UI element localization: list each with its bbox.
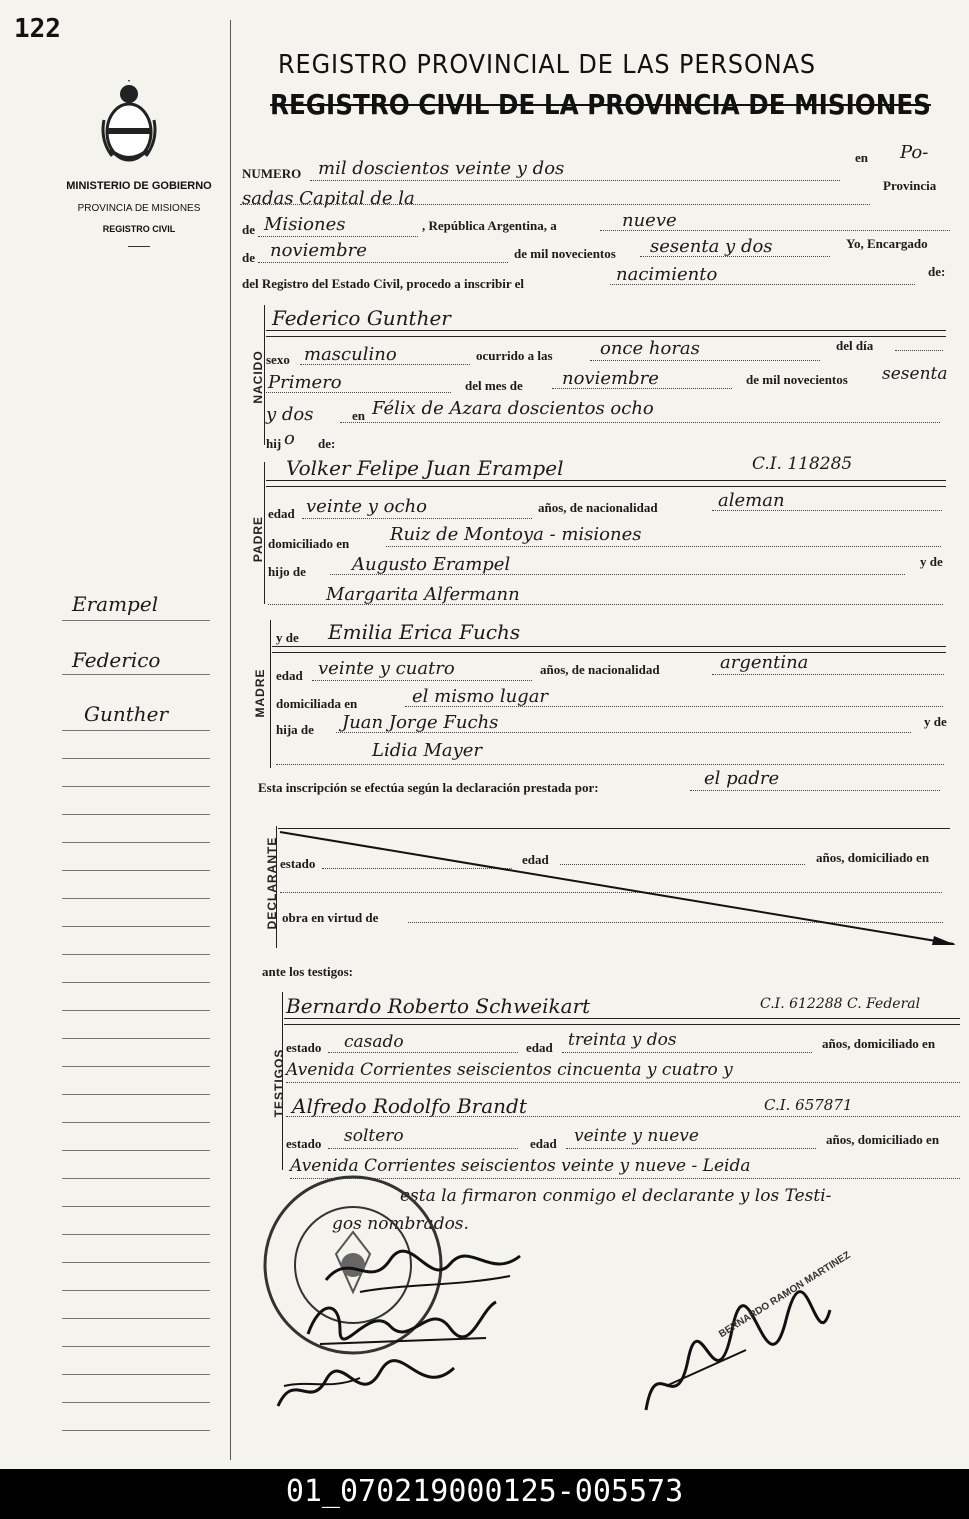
value-nombre: Federico Gunther	[272, 306, 451, 330]
label-madre-hija-de: hija de	[276, 722, 314, 737]
label-de-mil-novecientos: de mil novecientos	[746, 372, 848, 387]
label-de-end: de:	[928, 264, 946, 279]
value-anio-2b: y dos	[266, 404, 314, 425]
value-hijo-suffix: o	[284, 428, 295, 449]
label-testigo1-edad: edad	[526, 1040, 553, 1055]
label-testigo2-estado: estado	[286, 1136, 322, 1151]
header-title-1: REGISTRO PROVINCIAL DE LAS PERSONAS	[278, 50, 816, 80]
value-mes: noviembre	[270, 240, 367, 261]
value-numero: mil doscientos veinte y dos	[318, 158, 565, 179]
signature-schweikart	[300, 1290, 500, 1350]
value-provincia: Misiones	[264, 214, 346, 235]
label-declarante-estado: estado	[280, 856, 316, 871]
label-testigo1-estado: estado	[286, 1040, 322, 1055]
label-testigos: TESTIGOS	[272, 1048, 286, 1118]
value-cierre-1: esta la firmaron conmigo el declarante y los Testi-	[400, 1186, 832, 1206]
value-testigo2-dom: Avenida Corrientes seiscientos veinte y nueve - Leida	[290, 1156, 751, 1176]
label-padre-edad: edad	[268, 506, 295, 521]
value-madre-hija-de-2: Lidia Mayer	[372, 740, 483, 761]
label-madre-y-de-2: y de	[924, 714, 947, 729]
ministry-registry: REGISTRO CIVIL	[102, 224, 176, 234]
value-testigo2-ci: C.I. 657871	[764, 1096, 853, 1114]
label-provincia: Provincia	[883, 178, 937, 193]
value-padre-edad: veinte y ocho	[306, 496, 428, 517]
label-republica: , República Argentina, a	[422, 218, 557, 233]
margin-note-2: Federico	[72, 648, 161, 672]
value-lugar: Félix de Azara doscientos ocho	[372, 398, 654, 419]
value-testigo1-ci: C.I. 612288 C. Federal	[760, 996, 921, 1012]
label-madre-nacionalidad: años, de nacionalidad	[540, 662, 660, 677]
value-ciudad: sadas Capital de la	[242, 188, 415, 209]
value-testigo2-nombre: Alfredo Rodolfo Brandt	[292, 1094, 527, 1118]
label-yo-encargado: Yo, Encargado	[846, 236, 928, 251]
value-hora: once horas	[600, 338, 700, 359]
signature-brandt	[270, 1350, 460, 1420]
page-number: 122	[14, 14, 61, 44]
label-padre: PADRE	[251, 515, 265, 563]
value-madre-nombre: Emilia Erica Fuchs	[328, 620, 521, 644]
value-madre-nac: argentina	[720, 652, 809, 673]
label-sexo: sexo	[266, 352, 290, 367]
label-inscripcion: Esta inscripción se efectúa según la declaración prestada por:	[258, 780, 599, 795]
margin-divider	[230, 20, 231, 1460]
label-en: en	[855, 150, 868, 165]
value-dia-mes: Primero	[268, 372, 342, 393]
value-padre-dom: Ruiz de Montoya - misiones	[390, 524, 642, 545]
label-mil-novecientos: de mil novecientos	[514, 246, 616, 261]
value-sexo: masculino	[304, 344, 397, 365]
value-dia: nueve	[622, 210, 677, 231]
value-mes-2: noviembre	[562, 368, 659, 389]
value-testigo1-edad: treinta y dos	[568, 1030, 677, 1050]
label-del-mes: del mes de	[465, 378, 523, 393]
label-nacido: NACIDO	[251, 350, 265, 404]
label-del-dia: del día	[836, 338, 874, 353]
value-madre-hija-de: Juan Jorge Fuchs	[342, 712, 499, 733]
margin-note-1: Erampel	[72, 592, 159, 616]
label-padre-y-de: y de	[920, 554, 943, 569]
label-padre-nacionalidad: años, de nacionalidad	[538, 500, 658, 515]
value-cierre-2: gos nombrados.	[332, 1214, 469, 1234]
value-madre-dom: el mismo lugar	[412, 686, 549, 707]
value-padre-ci: C.I. 118285	[752, 454, 853, 474]
label-en-2: en	[352, 408, 365, 423]
value-padre-hijo-de-2: Margarita Alfermann	[326, 584, 520, 605]
label-hij: hij	[266, 436, 282, 451]
label-testigo2-edad: edad	[530, 1136, 557, 1151]
label-madre-y-de: y de	[276, 630, 299, 645]
signature-officer	[636, 1290, 836, 1430]
label-madre-domicilio: domiciliada en	[276, 696, 358, 711]
value-anio-2: sesenta	[882, 364, 948, 384]
label-de-2: de	[242, 250, 255, 265]
value-en: Po-	[900, 142, 929, 163]
value-testigo2-estado: soltero	[344, 1126, 404, 1146]
label-madre: MADRE	[253, 668, 267, 718]
value-anio: sesenta y dos	[650, 236, 773, 257]
ministry-title: MINISTERIO DE GOBIERNO	[66, 180, 212, 192]
label-declarante-domicilio: años, domiciliado en	[816, 850, 930, 865]
margin-note-3: Gunther	[84, 702, 169, 726]
label-madre-edad: edad	[276, 668, 303, 683]
value-testigo1-estado: casado	[344, 1032, 404, 1052]
label-numero: NUMERO	[242, 166, 302, 181]
label-declarante: DECLARANTE	[265, 836, 279, 930]
value-acto: nacimiento	[616, 264, 718, 285]
ministry-province: PROVINCIA DE MISIONES	[77, 203, 201, 214]
value-testigo1-dom: Avenida Corrientes seiscientos cincuenta y cuatro y	[286, 1060, 733, 1080]
value-padre-hijo-de: Augusto Erampel	[352, 554, 511, 575]
label-testigo2-domicilio: años, domiciliado en	[826, 1132, 940, 1147]
label-ocurrido: ocurrido a las	[476, 348, 553, 363]
label-ante-testigos: ante los testigos:	[262, 964, 353, 979]
value-padre-nombre: Volker Felipe Juan Erampel	[286, 456, 564, 480]
coat-of-arms-icon	[98, 80, 160, 166]
officer-stamp: BERNARDO RAMON MARTINEZ	[717, 1249, 853, 1341]
label-obra: obra en virtud de	[282, 910, 379, 925]
value-padre-nac: aleman	[718, 490, 785, 511]
value-testigo1-nombre: Bernardo Roberto Schweikart	[286, 994, 591, 1018]
label-de: de	[242, 222, 255, 237]
strike-diagonal	[278, 830, 958, 950]
label-padre-hijo-de: hijo de	[268, 564, 306, 579]
label-declarante-edad: edad	[522, 852, 549, 867]
value-declarante: el padre	[704, 768, 780, 789]
label-padre-domicilio: domiciliado en	[268, 536, 350, 551]
footer-id: 01_070219000125-005573	[0, 1469, 969, 1519]
header-title-2: REGISTRO CIVIL DE LA PROVINCIA DE MISIONES	[270, 88, 931, 121]
label-de-3: de:	[318, 436, 336, 451]
label-del-registro: del Registro del Estado Civil, procedo a inscribir el	[242, 276, 525, 291]
label-testigo1-domicilio: años, domiciliado en	[822, 1036, 936, 1051]
value-madre-edad: veinte y cuatro	[318, 658, 455, 679]
value-testigo2-edad: veinte y nueve	[574, 1126, 699, 1146]
